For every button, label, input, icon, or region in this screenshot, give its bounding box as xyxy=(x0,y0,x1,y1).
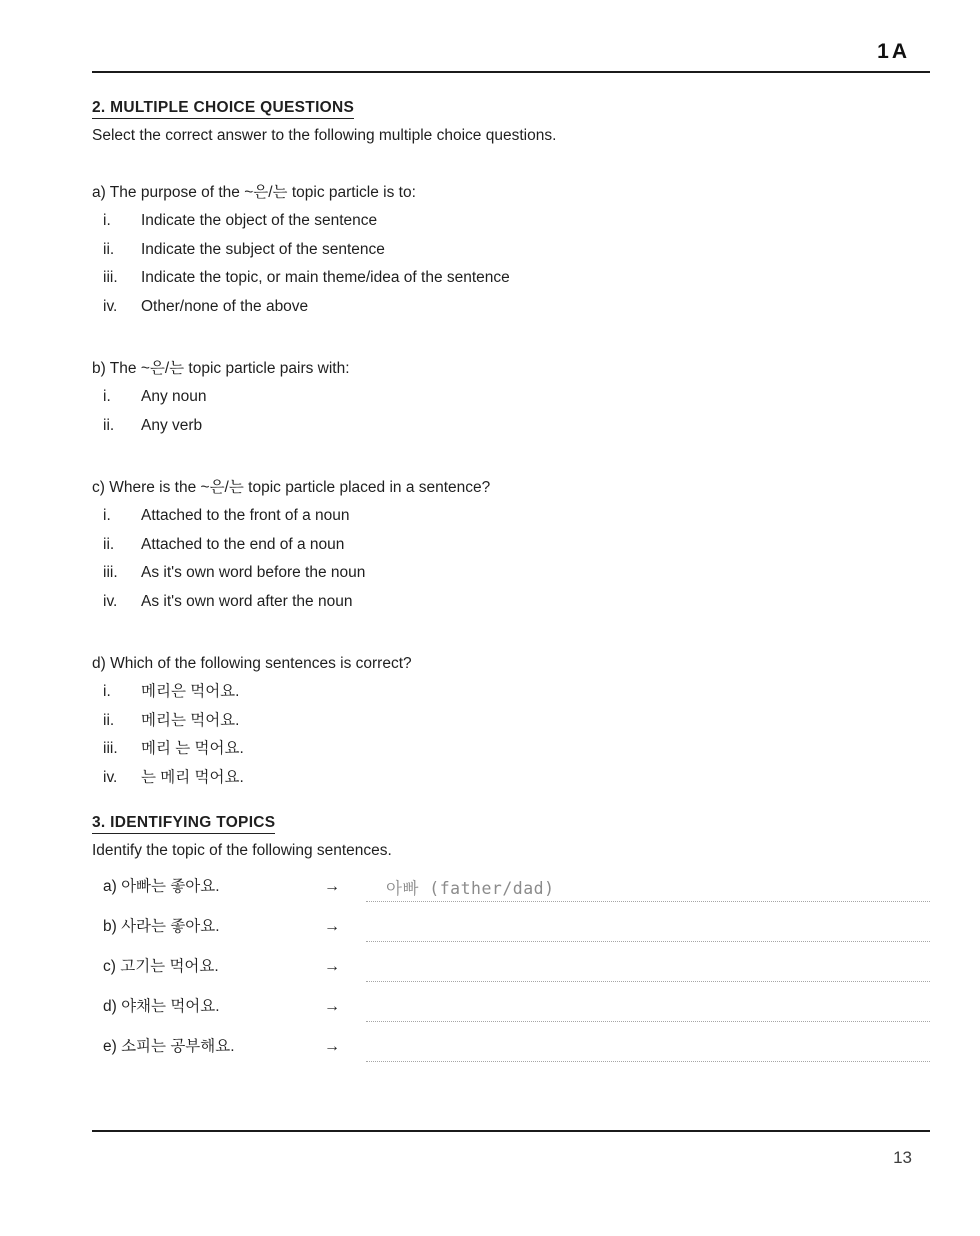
option-numeral: i. xyxy=(103,683,111,700)
arrow-icon: → xyxy=(324,1038,340,1055)
option-row xyxy=(92,502,930,531)
answer-blank-b[interactable] xyxy=(366,910,930,942)
question-prompt: a) The purpose of the ~은/는 topic particle is to: xyxy=(92,184,416,201)
page-number: 13 xyxy=(893,1148,912,1167)
section-identifying-topics xyxy=(92,814,930,1062)
topic-sentence: d) 야채는 먹어요. xyxy=(103,998,220,1015)
identifying-topics-instructions: Identify the topic of the following sentences. xyxy=(92,842,392,859)
arrow-icon: → xyxy=(324,878,340,895)
topic-row-d xyxy=(92,982,930,1022)
option-row xyxy=(92,531,930,560)
answer-blank-d[interactable] xyxy=(366,990,930,1022)
option-text: Indicate the topic, or main theme/idea of the sentence xyxy=(141,269,510,286)
option-row xyxy=(92,207,930,236)
header-rule xyxy=(92,71,930,73)
option-numeral: i. xyxy=(103,507,111,524)
option-numeral: ii. xyxy=(103,535,115,553)
topic-sentence: b) 사라는 좋아요. xyxy=(103,918,220,935)
option-numeral: i. xyxy=(103,388,111,405)
question-d xyxy=(92,650,930,792)
option-text: As it's own word after the noun xyxy=(141,592,353,610)
option-row xyxy=(92,764,930,793)
option-row xyxy=(92,264,930,293)
option-text: Attached to the front of a noun xyxy=(141,507,350,524)
option-numeral: ii. xyxy=(103,416,115,434)
option-numeral: iv. xyxy=(103,592,118,610)
option-numeral: iv. xyxy=(103,297,118,315)
option-row xyxy=(92,412,930,441)
option-row xyxy=(92,559,930,588)
topic-row-a xyxy=(92,862,930,902)
option-text: 메리은 먹어요. xyxy=(141,683,240,700)
option-row xyxy=(92,707,930,736)
option-numeral: ii. xyxy=(103,711,115,729)
option-numeral: iii. xyxy=(103,564,118,581)
question-prompt: b) The ~은/는 topic particle pairs with: xyxy=(92,360,350,377)
option-text: Other/none of the above xyxy=(141,297,309,315)
answer-blank-c[interactable] xyxy=(366,950,930,982)
multiple-choice-instructions: Select the correct answer to the following multiple choice questions. xyxy=(92,127,557,144)
multiple-choice-section-title: 2. MULTIPLE CHOICE QUESTIONS xyxy=(92,99,930,117)
option-text: Indicate the subject of the sentence xyxy=(141,240,385,258)
topics-list xyxy=(92,862,930,1062)
option-text: 메리는 먹어요. xyxy=(141,711,240,729)
topic-row-c xyxy=(92,942,930,982)
option-text: Attached to the end of a noun xyxy=(141,535,345,553)
topic-sentence: c) 고기는 먹어요. xyxy=(103,958,219,975)
option-text: Any noun xyxy=(141,388,207,405)
question-c xyxy=(92,474,930,616)
option-row xyxy=(92,678,930,707)
topic-row-e xyxy=(92,1022,930,1062)
arrow-icon: → xyxy=(324,998,340,1015)
answer-blank-e[interactable] xyxy=(366,1030,930,1062)
option-numeral: i. xyxy=(103,212,111,229)
option-row xyxy=(92,293,930,322)
topic-sentence: a) 아빠는 좋아요. xyxy=(103,878,220,895)
question-b xyxy=(92,355,930,440)
question-prompt: d) Which of the following sentences is correct? xyxy=(92,655,412,672)
footer-rule xyxy=(92,1130,930,1132)
option-numeral: iii. xyxy=(103,269,118,286)
topic-row-b xyxy=(92,902,930,942)
option-row xyxy=(92,588,930,617)
option-row xyxy=(92,383,930,412)
arrow-icon: → xyxy=(324,958,340,975)
topic-sentence: e) 소피는 공부해요. xyxy=(103,1038,235,1055)
option-numeral: iii. xyxy=(103,740,118,757)
option-text: Indicate the object of the sentence xyxy=(141,212,378,229)
option-text: 메리 는 먹어요. xyxy=(141,740,244,757)
page-footer xyxy=(92,1130,930,1168)
option-numeral: ii. xyxy=(103,240,115,258)
question-prompt: c) Where is the ~은/는 topic particle placed in a sentence? xyxy=(92,479,491,496)
option-numeral: iv. xyxy=(103,768,118,786)
option-text: Any verb xyxy=(141,416,203,434)
question-a xyxy=(92,179,930,321)
option-text: 는 메리 먹어요. xyxy=(141,768,244,786)
option-row xyxy=(92,236,930,265)
unit-label: 1A xyxy=(877,40,910,63)
option-text: As it's own word before the noun xyxy=(141,564,366,581)
identifying-topics-section-title: 3. IDENTIFYING TOPICS xyxy=(92,814,930,832)
option-row xyxy=(92,735,930,764)
answer-blank-a[interactable] xyxy=(366,870,930,902)
handwritten-answer: 아빠 (father/dad) xyxy=(386,879,555,898)
arrow-icon: → xyxy=(324,918,340,935)
